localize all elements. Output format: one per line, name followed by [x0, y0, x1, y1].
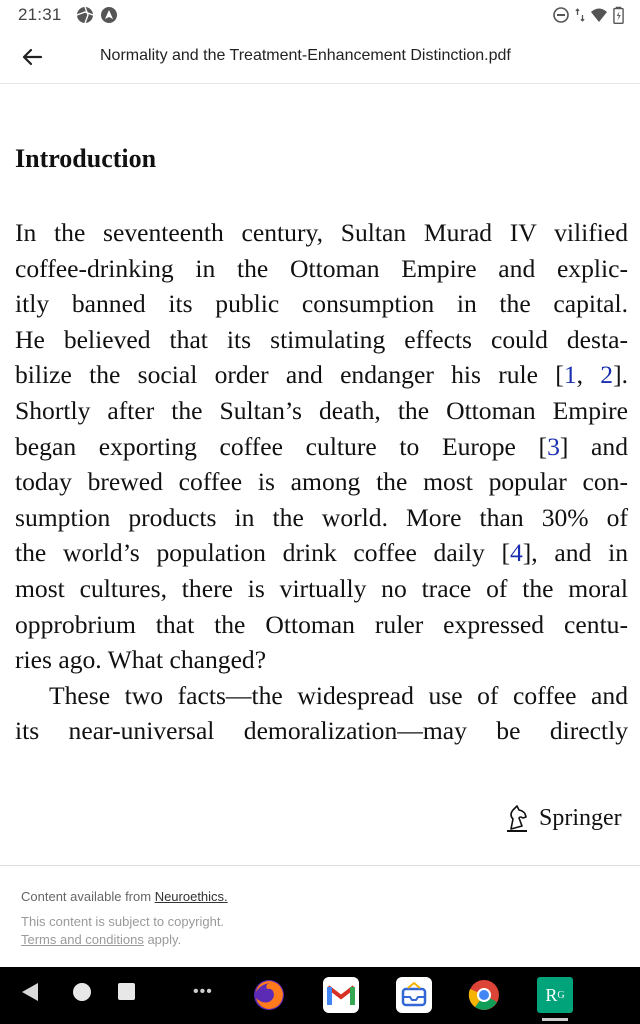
- nav-recents-button[interactable]: [118, 983, 135, 1000]
- text-line: most cultures, there is virtually no trace of the moral: [15, 573, 628, 603]
- footer-terms-suffix: apply.: [143, 932, 182, 947]
- status-bar: [0, 0, 640, 30]
- text-line: its near-universal demoralization—may be directly: [15, 716, 628, 746]
- aperture-icon: [76, 6, 94, 24]
- status-time: 21:31: [18, 5, 62, 24]
- citation-link[interactable]: 3: [547, 431, 560, 461]
- battery-icon: [613, 6, 624, 24]
- footer-source: [21, 889, 228, 904]
- text-line-cited: the world’s population drink coffee daily [4], and in: [15, 538, 628, 568]
- neuroethics-link[interactable]: Neuroethics.: [154, 889, 228, 904]
- navigation-bar: [0, 967, 640, 1024]
- publisher-label: Springer: [539, 804, 622, 831]
- text-line: today brewed coffee is among the most popular con-: [15, 467, 628, 497]
- text-line: opprobrium that the Ottoman ruler expressed centu-: [15, 609, 628, 639]
- back-button[interactable]: [12, 38, 52, 76]
- text-line: These two facts—the widespread use of coffee and: [49, 680, 628, 710]
- status-right-icons: [552, 6, 624, 24]
- rg-label: R: [545, 984, 558, 1005]
- data-arrows-icon: [575, 6, 585, 24]
- text-line: coffee-drinking in the Ottoman Empire and explic-: [15, 253, 628, 283]
- researchgate-icon[interactable]: [537, 977, 573, 1013]
- do-not-disturb-icon: [552, 6, 570, 24]
- app-bar: [0, 30, 640, 84]
- footer-terms: [21, 932, 181, 947]
- footer-copyright: This content is subject to copyright.: [21, 914, 225, 929]
- arrow-left-icon: [21, 46, 43, 68]
- springer-horse-logo-icon: [505, 803, 531, 833]
- inbox-icon[interactable]: [396, 977, 432, 1013]
- publisher-logo: [505, 803, 622, 833]
- content-footer: [0, 865, 640, 967]
- status-left-icons: [76, 6, 118, 24]
- text-line: In the seventeenth century, Sultan Murad IV vilified: [15, 218, 628, 247]
- chrome-icon[interactable]: [466, 977, 502, 1013]
- nav-back-button[interactable]: [22, 983, 38, 1001]
- active-app-indicator: [542, 1018, 568, 1021]
- text-line: He believed that its stimulating effects could desta-: [15, 324, 628, 354]
- citation-link[interactable]: 2: [600, 360, 614, 390]
- navigation-icon: [100, 6, 118, 24]
- section-heading: Introduction: [15, 144, 157, 173]
- more-apps-button[interactable]: •••: [193, 983, 213, 1000]
- document-title: Normality and the Treatment-Enhancement Distinction.pdf: [100, 47, 511, 64]
- text-line: ries ago. What changed?: [15, 645, 267, 675]
- text-line: sumption products in the world. More than 30% of: [15, 502, 628, 532]
- firefox-icon[interactable]: [251, 977, 287, 1013]
- footer-source-prefix: Content available from: [21, 889, 155, 904]
- text-line-cited: began exporting coffee culture to Europe [3] and: [15, 431, 629, 461]
- wifi-icon: [590, 6, 608, 24]
- gmail-icon[interactable]: [323, 977, 359, 1013]
- text-line-cited: bilize the social order and endanger his rule [1, 2].: [15, 360, 629, 390]
- rg-sup: G: [557, 989, 565, 1001]
- citation-link[interactable]: 4: [509, 538, 523, 568]
- citation-link[interactable]: 1: [563, 360, 577, 390]
- text-line: Shortly after the Sultan’s death, the Ottoman Empire: [15, 395, 628, 425]
- body-text: [15, 215, 628, 749]
- nav-home-button[interactable]: [73, 983, 91, 1001]
- terms-link[interactable]: Terms and conditions: [21, 932, 144, 947]
- pdf-page[interactable]: [0, 85, 640, 865]
- text-line: itly banned its public consumption in the capital.: [15, 289, 628, 319]
